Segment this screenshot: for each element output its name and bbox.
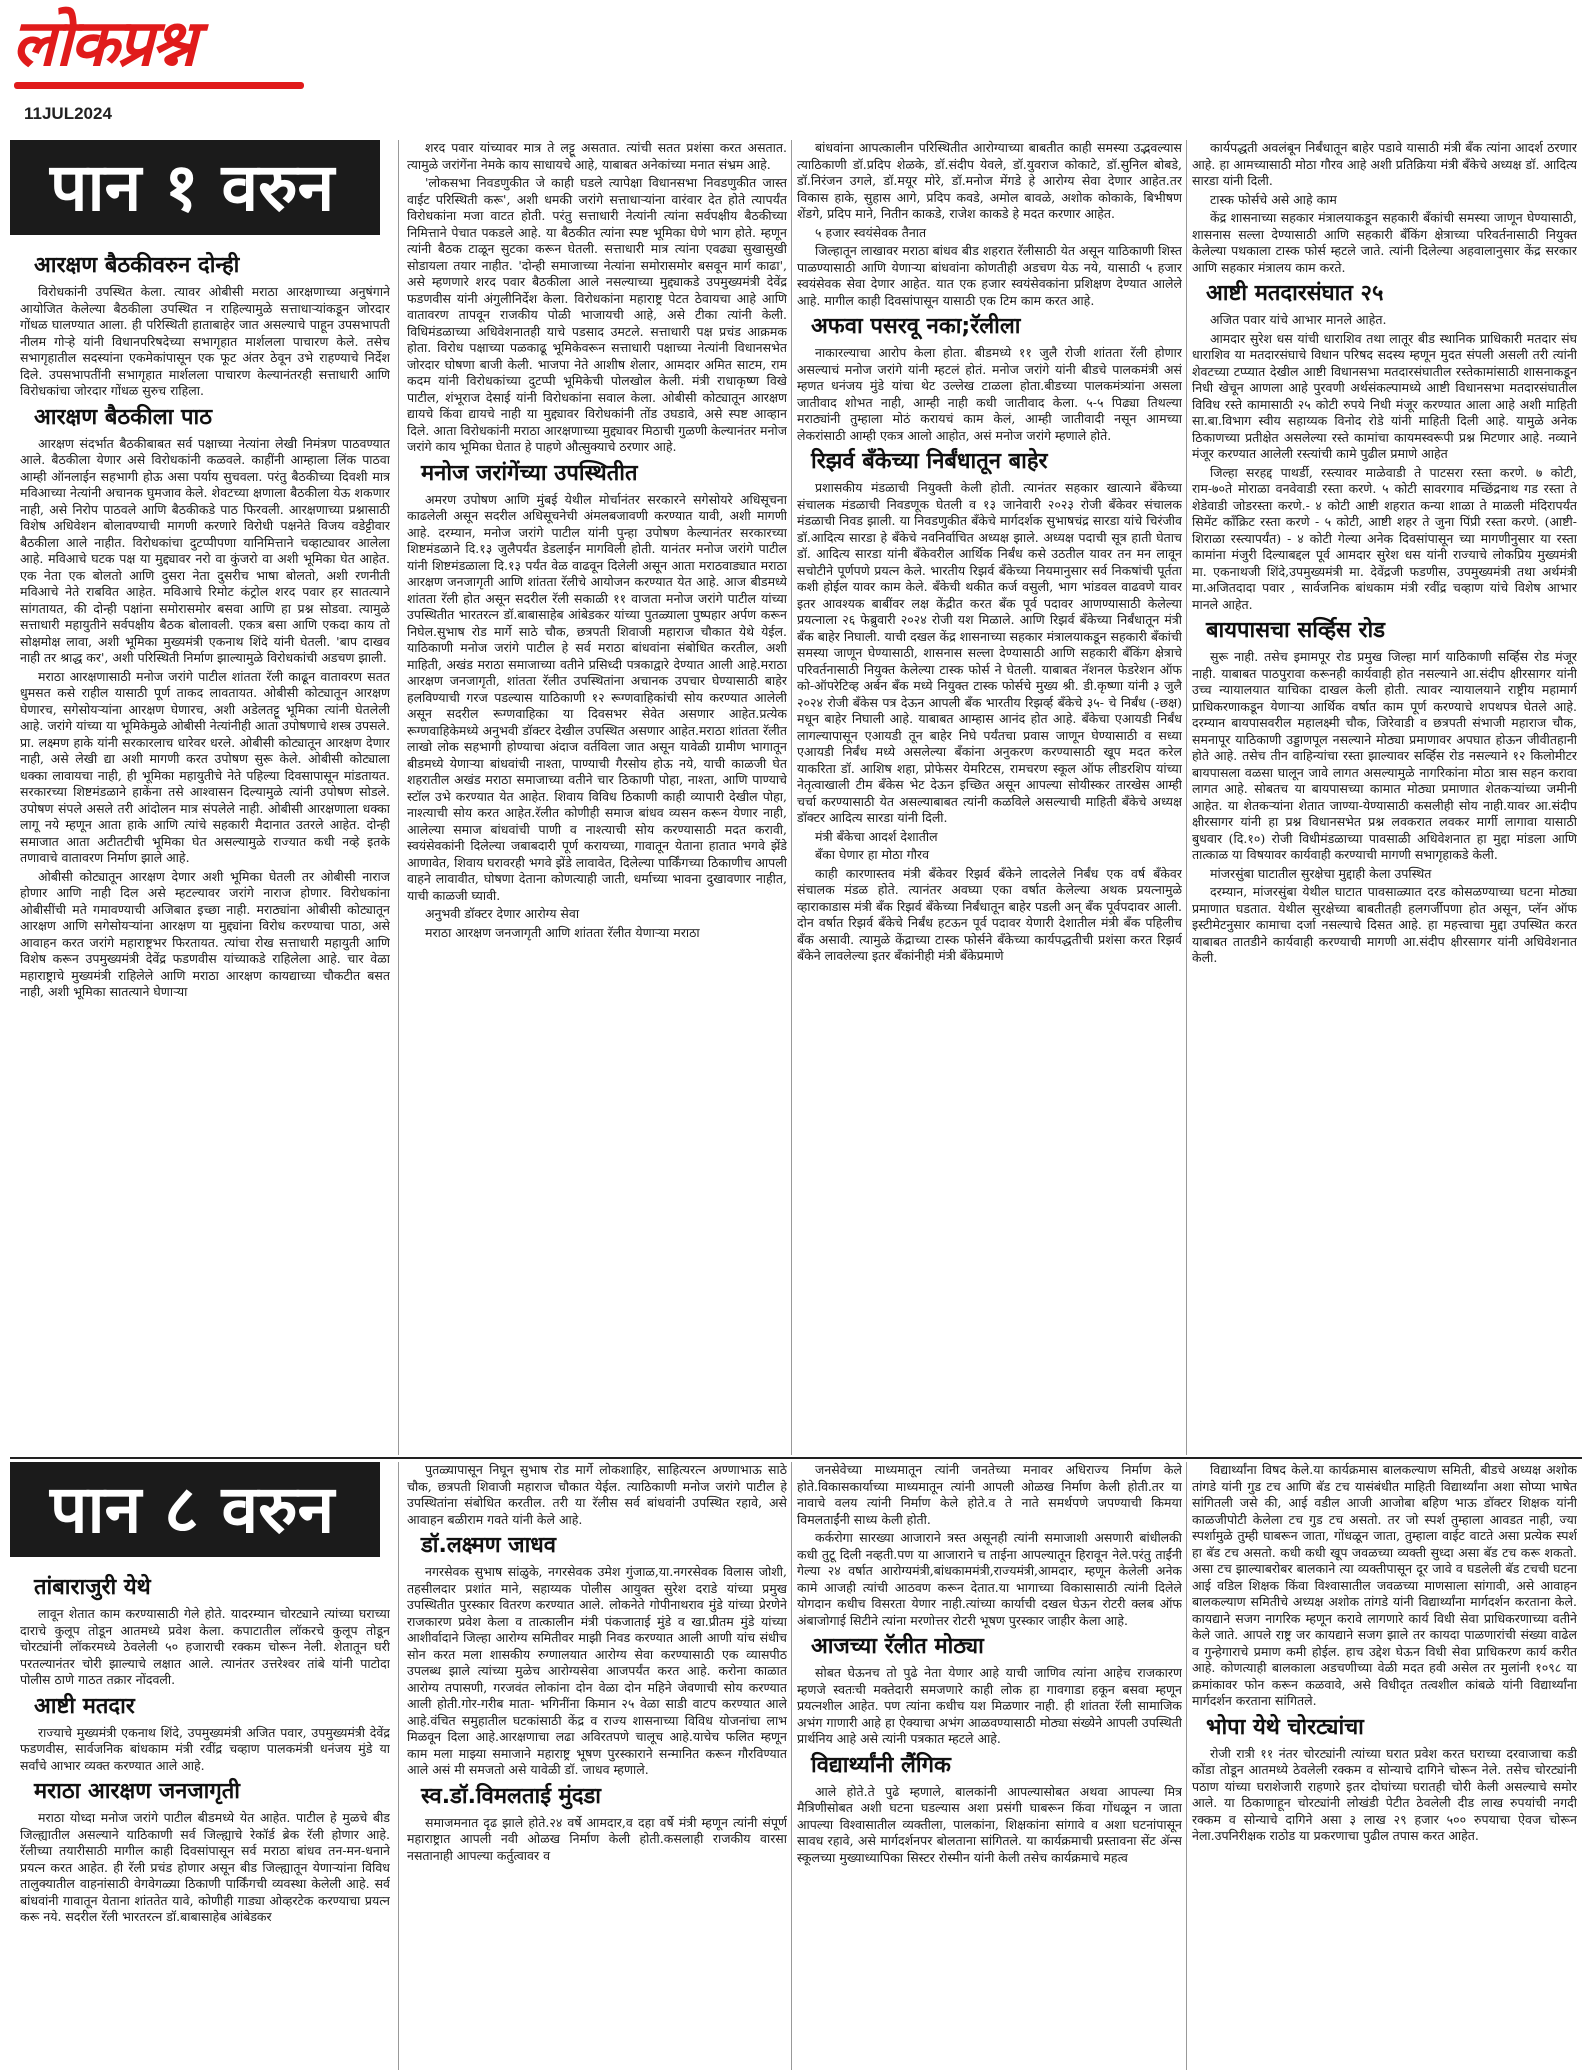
article-heading: तांबाराजुरी येथे [34, 1575, 151, 1600]
article-subhead: बँका घेणार हा मोठा गौरव [815, 847, 930, 862]
article-text: काही कारणास्तव मंत्री बँकेवर रिझर्व बँकेने लादलेले निर्बंध एक वर्ष बँकेवर संचालक मंडळ होते. त्यानंतर अवघ्या एका वर्षात केलेल्या अथक प्रयत्नामुळे व्हाराकाडास मंत्री बँक रिझर्व बँकेच्या निर्बंधातून बाहेर पडली अन् बँक पूर्वपदावर आली. दोन वर्षात रिझर्व बँकेचे निर्बंध हटऊन पूर्व पदावर येणारी देशातील मंत्री बँक पहिलीच बँक असावी. त्यामुळे केंद्राच्या टास्क फोर्सने बँकेच्या कार्यपद्धतीची प्रशंसा करत रिझर्व बँकेने लावलेल्या इतर बँकांनीही मंत्री बँकेप्रमाणे [797, 865, 1182, 963]
article-heading: रिझर्व बँकेच्या निर्बंधातून बाहेर [811, 449, 1048, 474]
article-text: रोजी रात्री ११ नंतर चोरट्यांनी त्यांच्या घरात प्रवेश करत घराच्या दरवाजाचा कडी कोंडा तोडून आतमध्ये ठेवलेली रक्कम व सोन्याचे दागिने चोरून नेले. तसेच चोरट्यांनी पठाण यांच्या घराशेजारी राहणारे इतर दोघांच्या घरातही चोरी केली असल्याचे समोर आले. या ठिकाणाहून चोरट्यांनी लोखंडी पेटीत ठेवलेली दीड लाख रुपयांची नगदी रक्कम व सोन्याचे दागिने असा ३ लाख २९ हजार ५०० रुपयाचा ऐवज चोरून नेला.उपनिरीक्षक राठोड या प्रकरणाचा पुढील तपास करत आहेत. [1192, 1745, 1577, 1843]
column-2 [407, 140, 787, 1455]
column-3 [797, 1462, 1182, 2070]
article-heading: आष्टी मतदार [34, 1693, 135, 1719]
column-4 [1192, 1462, 1577, 2070]
section-page-1-continued [10, 140, 1582, 1455]
article-heading: स्व.डॉ.विमलताई मुंदडा [421, 1783, 601, 1809]
column-divider [398, 140, 399, 1455]
article-text: केंद्र शासनाच्या सहकार मंत्रालयाकडून सहकारी बँकांची समस्या जाणून घेण्यासाठी, शासनास सल्ला देण्यासाठी आणि सहकारी बँकिंग क्षेत्राच्या परिवर्तनासाठी नियुक्त केलेल्या पथकाला टास्क फोर्स म्हटले जाते. त्यांनी दिलेल्या अहवालानुसार केंद्र सरकार आणि सहकार मंत्रालय काम करते. [1192, 210, 1577, 275]
article-subhead: मंत्री बँकेचा आदर्श देशातील [815, 828, 938, 844]
article-text: ओबीसी कोट्यातून आरक्षण देणार अशी भूमिका घेतली तर ओबीसी नाराज होणार आणि नाही दिल असे म्हटल्यावर जरांगे नाराज होणार. विरोधकांना ओबीसींची मते गमावण्याची अजिबात इच्छा नाही. मराठ्यांना ओबीसी कोट्यातून आरक्षण आणि सगेसोयऱ्यांना आरक्षण या मुद्द्यांना विरोध करण्याचा पाठा, असे आवाहन करत जरांगे महाराष्ट्रभर फिरतायत. त्यांचा रोख सत्ताधारी महायुती आणि विशेष करून उपमुख्यमंत्री देवेंद्र फडणवीस यांच्याकडे राहिलेला आहे. चार वेळा महाराष्ट्राचे मुख्यमंत्री राहिलेले आणि मराठा आरक्षण कायद्याच्या चौकटीत बसत नाही, अशी भूमिका सातत्याने घेणाऱ्या [20, 868, 390, 999]
issue-date: 11JUL2024 [24, 104, 112, 123]
article-text: आरक्षण संदर्भात बैठकीबाबत सर्व पक्षाच्या नेत्यांना लेखी निमंत्रण पाठवण्यात आले. बैठकीला येणार असे विरोधकांनी कळवले. काहींनी आम्हाला लिंक पाठवा आम्ही ऑनलाईन सहभागी होऊ असा पर्याय सुचवला. परंतु बैठकीच्या दिवशी मात्र मविआच्या नेत्यांनी अचानक घुमजाव केले. शेवटच्या क्षणाला बैठकीला येऊ शकणार नाही, असे निरोप पाठवले आणि बैठकीकडे पाठ फिरवली. आरक्षणाच्या प्रश्नासाठी विशेष अधिवेशन बोलावण्याची मागणी करणारे विरोधी पक्षनेते विजय वडेट्टीवार बैठकीला आले नाहीत. विरोधकांचा दुटप्पीपणा यानिमित्ताने चव्हाट्यावर आलेला आहे. मविआचे घटक पक्ष या मुद्द्यावर नरो वा कुंजरो वा अशी भूमिका घेत आहेत. एक नेता एक बोलतो आणि दुसरा नेता दुसरीच भाषा बोलतो, अशी रणनीती मविआचे नेते राबवित आहेत. मविआचे रिमोट कंट्रोल शरद पवार हर सातत्याने सांगतायत, की दोन्ही पक्षांना समोरासमोर बसवा आणि हा प्रश्न सोडवा. त्यामुळे सत्ताधारी महायुतीने सर्वपक्षीय बैठक बोलावली. एकत्र बसा आणि एकदा काय तो सोक्षमोक्ष लावा, अशी भूमिका मुख्यमंत्री एकनाथ शिंदे यांनी घेतली. 'बाप दाखव नाही तर श्राद्ध कर', अशी परिस्थिती निर्माण झाल्यामुळे विरोधकांची अडचण झाली. [20, 435, 390, 665]
section-divider [10, 1457, 1582, 1459]
article-heading: मनोज जरांगेंच्या उपस्थितीत [421, 460, 638, 486]
article-heading: आरक्षण बैठकीला पाठ [34, 404, 213, 430]
article-heading: विद्यार्थ्यांनी लैंगिक [811, 1752, 951, 1778]
article-text: शरद पवार यांच्यावर मात्र ते लट्टू असतात. त्यांची सतत प्रशंसा करत असतात. त्यामुळे जरांगेंना नेमके काय साधायचे आहे, याबाबत अनेकांच्या मनात संभ्रम आहे. [407, 140, 787, 172]
article-subhead: टास्क फोर्सचे असे आहे काम [1210, 191, 1337, 207]
article-text: मराठा योध्दा मनोज जरांगे पाटील बीडमध्ये येत आहेत. पाटील हे मुळचे बीड जिल्ह्यातील असल्याने याठिकाणी सर्व जिल्ह्याचे रेकॉर्ड ब्रेक रॅली होणार आहे. रॅलीच्या तयारीसाठी मागील काही दिवसांपासून सर्व मराठा बांधव तन-मन-धनाने प्रयत्न करत आहेत. ही रॅली प्रचंड होणार असून बीड जिल्ह्यातून येणाऱ्यांना विविध तालुक्यातील वाहनांसाठी वेगवेगळ्या ठिकाणी पार्किंगची व्यवस्था केलेली आहे. सर्व बांधवांनी गावातून येताना शांततेत यावे, कोणीही गाड्या ओव्हरटेक करण्याचा प्रयत्न करू नये. सदरील रॅली भारतरत्न डॉ.बाबासाहेब आंबेडकर [20, 1810, 390, 1924]
column-divider [791, 140, 792, 1455]
article-text: सुरू नाही. तसेच इमामपूर रोड प्रमुख जिल्हा मार्ग याठिकाणी सर्व्हिस रोड मंजूर नाही. याबाबत पाठपुरावा करूनही कार्यवाही होत नसल्याने आ.संदीप क्षीरसागर यांनी उच्च न्यायालयात याचिका दाखल केली होती. त्यावर न्यायालयाने राष्ट्रीय महामार्ग प्राधिकरणाकडून येणार्‍या आर्थिक वर्षात काम पूर्ण करण्याचे शपथपत्र घेतले आहे. दरम्यान बायपासवरील महालक्ष्मी चौक, जिरेवाडी व छत्रपती संभाजी महाराज चौक, समनापूर याठिकाणी उड्डाणपूल नसल्याने मोठ्या प्रमाणावर अपघात होऊन जीवीतहानी होते आहे. तसेच तीन वाहिन्यांचा रस्ता झाल्यावर सर्व्हिस रोड नसल्याने १२ किलोमीटर बायपासला वळसा घालून जावे लागत असल्यामुळे नागरिकांना मोठा त्रास सहन करावा लागत आहे. सोबतच या बायपासच्या कामात मोठ्या प्रमाणात शेतकऱ्यांच्या जमीनी आहेत. या शेतकऱ्यांना शेतात जाण्या-येण्यासाठी कसलीही सोय नाही.यावर आ.संदीप क्षीरसागर यांनी हा प्रश्न विधानसभेत प्रश्न लवकरात लवकर मार्गी लागावा यासाठी बुधवार (दि.१०) रोजी विधीमंडळाच्या पावसाळी अधिवेशनात हा मुद्दा मांडला आणि तात्काळ या विषयावर कार्यवाही करण्याची मागणी सभागृहाकडे केली. [1192, 649, 1577, 862]
article-text: जिल्हा सरहद्द पाथर्डी, रस्त्यावर माळेवाडी ते पाटसरा रस्ता करणे. ७ कोटी, राम-७०ते मोराळा वनवेवाडी रस्ता करणे. ५ कोटी सावरगाव मच्छिंद्रनाथ गड रस्ता ते शेडेवाडी जोडरस्ता करणे.- ४ कोटी आष्टी शहरात कन्या शाळा ते माळली मंदिरापर्यंत सिमेंट कॉंक्रिट रस्ता करणे - ५ कोटी, आष्टी शहर ते जुना पिंप्री रस्ता करणे. (आष्टी-शिराळा रस्त्यापर्यंत) - ४ कोटी गेल्या अनेक दिवसांपासून च्या मागणीनुसार या रस्ता कामांना मंजुरी दिल्याबद्दल पूर्व आमदार सुरेश धस यांनी राज्याचे लोकप्रिय मुख्यमंत्री मा. एकनाथजी शिंदे,उपमुख्यमंत्री मा. देवेंद्रजी फडणीस, उपमुख्यमंत्री तथा अर्थमंत्री मा.अजितदादा पवार , सार्वजनिक बांधकाम मंत्री रवींद्र चव्हाण यांचे विशेष आभार मानले आहेत. [1192, 464, 1577, 612]
column-4 [1192, 140, 1577, 1455]
column-divider [1186, 140, 1187, 1455]
article-text: सोबत घेऊनच तो पुढे नेता येणार आहे याची जाणिव त्यांना आहेच राजकारण म्हणजे स्वतःची मक्तेदारी समजणारे काही लोक हा गावगाडा हकून बसवा म्हणून प्रयत्नशील आहेत. पण त्यांना कधीच यश मिळणार नाही. ही शांतता रॅली सामाजिक अभंग गाणारी आहे हा ऐक्याचा अभंग आळवण्यासाठी मोठ्या संख्येने आपली उपस्थिती प्रार्थनिय आहे असे त्यांनी पत्रकात म्हटले आहे. [797, 1665, 1182, 1746]
article-heading: आरक्षण बैठकीवरुन दोन्ही [34, 253, 240, 278]
article-heading: अफवा पसरवू नका;रॅलीला [811, 314, 1021, 339]
article-text: जनसेवेच्या माध्यमातून त्यांनी जनतेच्या मनावर अधिराज्य निर्माण केले होते.विकासकार्याच्या माध्यमातून त्यांनी आपली ओळख निर्माण केली होती.तर या नावाचे वलय त्यांनी निर्माण केले होते.व ते नाते समर्थपणे जपण्याची किमया विमलताईंनी साध्य केली होती. [797, 1462, 1182, 1527]
logo-underline [14, 82, 304, 89]
article-subhead: मांजरसुंबा घाटातील सुरक्षेचा मुद्दाही केला उपस्थित [1210, 865, 1432, 881]
article-text: आमदार सुरेश धस यांची धाराशिव तथा लातूर बीड स्थानिक प्राधिकारी मतदार संघ धाराशिव या मतदारसंघाचे विधान परिषद सदस्य म्हणून मुदत संपली असली तरी त्यांनी शेवटच्या टप्प्यात देखील आष्टी विधानसभा मतदारसंघातील रस्तेकामांसाठी शासनाकडून निधी खेचून आणला आहे पुरवणी अर्थसंकल्पामध्ये आष्टी विधानसभा मतदारसंघातील विविध रस्ते कामासाठी २५ कोटी रुपये निधी मंजूर करण्यात आला आहे अशी माहिती सा.बा.विभाग स्वीय सहाय्यक विनोद रोडे यांनी माहिती दिली आहे. यामुळे अनेक ठिकाणच्या प्रतीक्षेत असलेल्या रस्ते कामांचा कायमस्वरूपी प्रश्न मिटणार आहे. नव्याने मंजूर करण्यात आलेली रस्त्यांची कामे पुढील प्रमाणे आहेत [1192, 330, 1577, 461]
column-1 [20, 1570, 390, 2070]
article-text: मराठा आरक्षणासाठी मनोज जरांगे पाटील शांतता रॅली काढून वातावरण सतत धुमसत कसे राहील यासाठी पूर्ण ताकद लावतायत. ओबीसी कोट्यातून आरक्षण घेणारच, सगेसोयऱ्यांना आरक्षण घेणारच, अशी अडेलतट्टू भूमिका त्यांनी घेतलेली आहे. जरांगे यांच्या या भूमिकेमुळे ओबीसी नेत्यांनीही आता उपोषणाचे शस्त्र उपसले. प्रा. लक्ष्मण हाके यांनी सरकारलाच धारेवर धरले. ओबीसी कोट्यातून आरक्षण देणार नाही, असे लेखी द्या अशी मागणी करत उपोषण सुरू केले. ओबीसी कोट्याला धक्का लावायचा नाही, ही भूमिका महायुतीचे नेते पहिल्या दिवसापासून मांडतायत. सरकारच्या शिष्टमंडळाने हाकेंना तसे आश्वासन दिल्यामुळे त्यांनी उपोषण सोडले. उपोषण संपले असले तरी आंदोलन मात्र संपलेले नाही. ओबीसी आरक्षणाला धक्का लागू नये म्हणून आता हाके आणि त्यांचे सहकारी मैदानात उतरले आहेत. दोन्ही समाजात आता अटीतटीची भूमिका घेत असल्यामुळे राज्यात कधी नव्हे इतके तणावाचे वातावरण निर्माण झाले आहे. [20, 668, 390, 865]
article-text: पुतळ्यापासून निघून सुभाष रोड मार्गे लोकशाहिर, साहित्यरत्न अण्णाभाऊ साठे चौक, छत्रपती शिवाजी महाराज चौकात येईल. त्याठिकाणी मनोज जरांगे पाटील हे उपस्थितांना संबोधित करतील. तरी या रॅलीस सर्व बांधवांनी उपस्थित रहावे, असे आवाहन बळीराम गवते यांनी केले आहे. [407, 1462, 787, 1527]
article-text: दरम्यान, मांजरसुंबा येथील घाटात पावसाळ्यात दरड कोसळण्याच्या घटना मोठ्या प्रमाणात घडतात. येथील सुरक्षेच्या बाबतीतही हलगर्जीपणा होत असून, प्लॅन ऑफ इस्टीमेटनुसार कामाचा दर्जा नसल्याचे दिसत आहे. हा महत्त्वाचा मुद्दा उपस्थित करत याबाबत तातडीने कार्यवाही करण्याची मागणी आ.संदीप क्षीरसागर यांनी अधिवेशनात केली. [1192, 884, 1577, 965]
article-text: समाजमनात दृढ झाले होते.२४ वर्षे आमदार,व दहा वर्षे मंत्री म्हणून त्यांनी संपूर्ण महाराष्ट्रात आपली नवी ओळख निर्माण केली होती.कसलाही राजकीय वारसा नसतानाही आपल्या कर्तुत्वावर व [407, 1814, 787, 1863]
section-page-8-continued [10, 1462, 1582, 2070]
article-text: विरोधकांनी उपस्थित केला. त्यावर ओबीसी मराठा आरक्षणाच्या अनुषंगाने आयोजित केलेल्या बैठकीला उपस्थित न राहिल्यामुळे सत्ताधाऱ्यांकडून जोरदार गोंधळ घालण्यात आला. ही परिस्थिती हाताबाहेर जात असल्याचे पाहून उपसभापती नीलम गोऱ्हे यांनी विधानपरिषदेच्या सभागृहात मार्शलला पाचारण केले. तसेच सभागृहातील सदस्यांना एकमेकांपासून एक फूट अंतर ठेवून उभे राहण्याचे निर्देश दिले. उपसभापतींनी सभागृहात मार्शलला पाचारण केल्यानंतरही सत्ताधारी आणि विरोधकांचा जोरदार गोंधळ सुरुच राहिला. [20, 284, 390, 398]
article-text: लावून शेतात काम करण्यासाठी गेले होते. यादरम्यान चोरट्याने त्यांच्या घराच्या दाराचे कुलूप तोडून आतमध्ये प्रवेश केला. कपाटातील लॉकरचे कुलूप तोडून चोरट्यांनी लॉकरमध्ये ठेवलेली ५० हजाराची रक्कम चोरून नेली. शेतातून घरी परतल्यानंतर चोरी झाल्याचे लक्षात आले. त्यानंतर उत्तरेश्वर तांबे यांनी पाटोदा पोलीस ठाणे गाठत तक्रार नोंदवली. [20, 1606, 390, 1687]
article-text: जिल्हातून लाखावर मराठा बांधव बीड शहरात रॅलीसाठी येत असून याठिकाणी शिस्त पाळण्यासाठी आणि येणाऱ्या बांधवांना कोणतीही अडचण येऊ नये, यासाठी ५ हजार स्वयंसेवक सेवा देणार आहेत. यात एक हजार स्वयंसेवकांना प्रशिक्षण देण्यात आलेले आहे. मागील काही दिवसांपासून यासाठी एक टिम काम करत आहे. [797, 243, 1182, 308]
article-text: कर्करोगा सारख्या आजाराने त्रस्त असूनही त्यांनी समाजाशी असणारी बांधीलकी कधी तुटू दिली नव्हती.पण या आजाराने च ताईना आपल्यातून हिरावून नेले.परंतु ताईंनी गेल्या २४ वर्षात आरोग्यमंत्री,बांधकाममंत्री,राज्यमंत्री,आमदार, म्हणून केलेली अनेक कामे आजही त्यांची आठवण करून देतात.या भागाच्या विकासासाठी त्यांनी दिलेले योगदान कधीच विसरता येणार नाही.त्यांच्या कार्याची दखल घेऊन रोटरी क्लब ऑफ अंबाजोगाई सिटीने त्यांना मरणोत्तर रोटरी भूषण पुरस्कार जाहीर केला आहे. [797, 1530, 1182, 1628]
article-text: प्रशासकीय मंडळाची नियुक्ती केली होती. त्यानंतर सहकार खात्याने बँकेच्या संचालक मंडळाची निवडणूक घेतली व १३ जानेवारी २०२३ रोजी बँकेवर संचालक मंडळाची निवड झाली. या निवडणुकीत बँकेचे मार्गदर्शक सुभाषचंद्र सारडा यांचे चिरंजीव डॉ.आदित्य सारडा हे बँकेचे नवनिर्वाचित अध्यक्ष झाले. अध्यक्ष पदाची सूत्र हाती घेताच डॉ. आदित्य सारडा यांनी बँकेवरील आर्थिक निर्बंध कसे उठतील यावर तन मन लावून सचोटीने पूर्णपणे प्रयत्न केले. भारतीय रिझर्व बँकेच्या नियमानुसार सर्व निकषांची पूर्तता कशी होईल यावर काम केले. बँकेची थकीत कर्ज वसुली, भाग भांडवल वाढवणे यावर इतर आवश्यक बाबींवर लक्ष केंद्रीत करत बँक पूर्व पदावर आणण्यासाठी केलेल्या प्रयत्नाला २६ फेब्रुवारी २०२४ रोजी यश मिळाले. आणि रिझर्व बँकेच्या निर्बंधातून मंत्री बँक बाहेर निघाली. याची दखल केंद्र शासनाच्या सहकार मंत्रालयाकडून सहकारी बँकांची समस्या जाणून घेण्यासाठी, शासनास सल्ला देण्यासाठी आणि सहकारी बँकिंग क्षेत्राचे परिवर्तनासाठी नियुक्त केलेल्या टास्क फोर्स ने घेतली. याबाबत नॅशनल फेडरेशन ऑफ को-ऑपरेटिव्ह अर्बन बँक मध्ये नियुक्त टास्क फोर्सचे मुख्य श्री. डी.कृष्णा यांनी ३ जुलै २०२४ रोजी बँकेस पत्र देऊन आपली बँक भारतीय रिझर्व्ह बँकेचे ३५- चे निर्बंध (-छक्ष) मधून बाहेर निघाली आहे. याबाबत आम्हास आनंद होत आहे. बँकेचा एआयडी निर्बंध लागल्यापासून एआयडी तून बाहेर निघे पर्यंतचा प्रवास जाणून घेण्यासाठी व सध्या एआयडी निर्बंध मध्ये असलेल्या बँकांना अनुकरण करण्यासाठी खूप मदत करेल याकरिता डॉ. आशिष शहा, प्रोफेसर येमरिटस, रामचरण स्कूल ऑफ लीडरशिप यांच्या नेतृत्वाखाली टीम बँकेस भेट देऊन इच्छित असून आपल्या सोयीस्कर तारखेस आम्ही चर्चा करण्यासाठी येत असल्याबाबत त्यांनी कळविले असल्याची माहिती बँकेचे अध्यक्ष डॉक्टर आदित्य सारडा यांनी दिली. [797, 480, 1182, 825]
article-text: 'लोकसभा निवडणुकीत जे काही घडले त्यापेक्षा विधानसभा निवडणुकीत जास्त वाईट परिस्थिती करू', अशी धमकी जरांगे सत्ताधाऱ्यांना वारंवार देत होते त्यापर्यंत विरोधकांना मजा वाटत होती. परंतु सत्ताधारी नेत्यांनी त्यांना सर्वपक्षीय बैठकीच्या निमित्ताने पेचात पकडले आहे. या बैठकीत त्यांना स्पष्ट भूमिका घेणे भाग होते. म्हणून त्यांनी बैठक टाळून सुटका करून घेतली. सत्ताधारी मात्र त्यांना एवढ्या सुखासुखी सोडायला तयार नाहीत. 'दोन्ही समाजाच्या नेत्यांना समोरासमोर बसवून मार्ग काढा', असे म्हणणारे शरद पवार बैठकीला आले नसल्याच्या मुद्द्याकडे उपमुख्यमंत्री देवेंद्र फडणवीस यांनी अंगुलीनिर्देश केला. विरोधकांना महाराष्ट्र पेटत ठेवायचा आहे आणि वातावरण तापवून राजकीय पोळी भाजायची आहे, असे टीका त्यांनी केली. विधिमंडळाच्या अधिवेशनातही याचे पडसाद उमटले. सत्ताधारी पक्ष प्रचंड आक्रमक होता. विरोध पक्षाच्या पळकाढू भूमिकेवरून सत्ताधारी पक्षाच्या नेत्यांनी विधानसभेत जोरदार घोषणा बाजी केली. भाजपा नेते आशीष शेलार, आमदार अमित साटम, राम कदम यांनी विरोधकांच्या दुटप्पी भूमिकेची पोलखोल केली. मंत्री राधाकृष्ण विखे पाटील, शंभूराज देसाई यांनी विरोधकांना सवाल केला. ओबीसी कोट्यातून आरक्षण द्यायचे किंवा द्यायचे नाही या मुद्द्यावर विरोधकांनी तोंड उघडावे, असे स्पष्ट आव्हान दिले. आता विरोधकांनी मराठा आरक्षणाच्या मुद्द्यावर मिठाची गुळणी केल्यानंतर मनोज जरांगे काय भूमिका घेतात हे पाहणे औत्सुक्याचे ठरणार आहे. [407, 175, 787, 454]
newspaper-logo: लोकप्रश्न [12, 6, 195, 81]
article-heading: आष्टी मतदारसंघात २५ [1206, 281, 1384, 306]
article-text: नाकारल्याचा आरोप केला होता. बीडमध्ये ११ जुलै रोजी शांतता रॅली होणार असल्याचं मनोज जरांगे यांनी म्हटलं होतं. मनोज जरांगे यांनी बीडचे पालकमंत्री असं म्हणत धनंजय मुंडे यांचा थेट उल्लेख टाळला होता.बीडच्या पालकमंत्र्यांना असला जातीवाद शोभत नाही, आम्ही नाही कधी जातीवाद केला. ५-५ पिढ्या तिथल्या मराठ्यांनी तुम्हाला मोठं करायचं काम केलं, आम्ही जातीवादी नसून आमच्या लेकरांसाठी आम्ही एकत्र आलो आहोत, असं मनोज जरांगे म्हणाले होते. [797, 345, 1182, 443]
article-text: आले होते.ते पुढे म्हणाले, बालकांनी आपल्यासोबत अथवा आपल्या मित्र मैत्रिणीसोबत अशी घटना घडल्यास अशा प्रसंगी घाबरून किंवा गोंधळून न जाता आपल्या विश्वासातील व्यक्तीला, पालकांना, शिक्षकांना सांगावे व अशा घटनांपासून सावध रहावे, असे मार्गदर्शनपर बोलताना सांगितले. या कार्यक्रमाची प्रस्तावना सेंट ॲन्स स्कूलच्या मुख्याध्यापिका सिस्टर रोस्मीन यांनी केली तसेच कार्यक्रमाचे महत्व [797, 1783, 1182, 1865]
article-subhead: अनुभवी डॉक्टर देणार आरोग्य सेवा [425, 906, 580, 921]
section-banner: पान १ वरुन [10, 140, 380, 235]
article-text: मराठा आरक्षण जनजागृती आणि शांतता रॅलीत येणाऱ्या मराठा [425, 924, 700, 940]
column-3 [797, 140, 1182, 1455]
article-heading: बायपासचा सर्व्हिस रोड [1206, 618, 1386, 643]
column-1 [20, 248, 390, 1453]
column-divider [791, 1462, 792, 2070]
article-subhead: ५ हजार स्वयंसेवक तैनात [815, 224, 927, 240]
article-text: अमरण उपोषण आणि मुंबई येथील मोर्चानंतर सरकारने सगेसोयरे अधिसूचना काढलेली असून सदरील अधिसूचनेची अंमलबजावणी करण्यात यावी, अशी मागणी आहे. दरम्यान, मनोज जरांगे पाटील यांनी पुन्हा उपोषण केल्यानंतर सरकारच्या शिष्टमंडळाने दि.१३ जुलैपर्यंत डेडलाईन मागविली होती. यानंतर मनोज जरांगे पाटील यांनी शिष्टमंडळाला दि.१३ पर्यंत वेळ वाढवून दिलेली असून आता मराठवाड्यात मराठा आरक्षण जनजागृती आणि शांतता रॅलीचे आयोजन करण्यात येत आहे. आज बीडमध्ये शांतता रॅली होत असून सदरील रॅली सकाळी ११ वाजता मनोज जरांगे पाटील यांच्या उपस्थितीत भारतरत्न डॉ.बाबासाहेब आंबेडकर यांच्या पुतळ्याला पुष्पहार अर्पण करून निघेल.सुभाष रोड मार्गे साठे चौक, छत्रपती शिवाजी महाराज चौकात येथे येईल. याठिकाणी मनोज जरांगे पाटील हे सर्व मराठा बांधवांना संबोधित करतील, अशी माहिती, अखंड मराठा समाजाच्या वतीने प्रसिध्दी पत्रकाद्वारे देण्यात आली आहे.मराठा आरक्षण जनजागृती, शांतता रॅलीत उपस्थितांना अचानक उपचार घेण्यासाठी बाहेर हलविण्याची गरज पडल्यास याठिकाणी १२ रूग्णवाहिकांची सोय करण्यात आलेली असून सदरील रूग्णवाहिका या दिवसभर सेवेत असणार आहेत.प्रत्येक रूग्णवाहिकेमध्ये अनुभवी डॉक्टर देखील उपस्थित असणार आहेत.मराठा शांतता रॅलीत लाखो लोक सहभागी होण्याचा अंदाज वर्तविला जात असून यावेळी ग्रामीण भागातून बीडमध्ये येणाऱ्या बांधवांची नाश्ता, पाण्याची गैरसोय होऊ नये, याची काळजी घेत शहरातील अखंड मराठा समाजाच्या वतीने चार ठिकाणी पोहा, नाश्ता, आणि पाण्याचे स्टॉल उभे करण्यात येत आहेत. शिवाय विविध ठिकाणी काही व्यापारी देखील पोहा, नाश्त्याची सोय करत आहेत.रॅलीत कोणीही समाज बांधव व्यसन करून येणार नाही, आलेल्या समाज बांधवांची पाणी व नाश्त्याची सोय करण्यासाठी मदत करावी, स्वयंसेवकांनी दिलेल्या जबाबदारी पूर्ण करायच्या, गावातून येताना हातात भगवे झेंडे आणावेत, शिवाय घरावरही भगवे झेंडे लावावेत, दिलेल्या पार्किंगच्या ठिकाणीच आपली वाहने लावावीत, घोषणा देताना कोणत्याही जाती, धर्माच्या भावना दुखावणार नाहीत, याची काळजी घ्यावी. [407, 491, 787, 903]
article-text: बांधवांना आपत्कालीन परिस्थितीत आरोग्याच्या बाबतीत काही समस्या उद्भवल्यास त्याठिकाणी डॉ.प्रदिप शेळके, डॉ.संदीप येवले, डॉ.युवराज कोकाटे, डॉ.सुनिल बोबडे, डॉ.निरंजन उगले, डॉ.मयूर मोरे, डॉ.मनोज मेंगडे हे आरोग्य सेवा देणार आहेत.तर विकास हाके, सुहास आगे, प्रदिप कवडे, अमोल बावळे, अशोक कोकाके, बिभीषण शेंडगे, प्रदिप माने, नितीन काकडे, राजेश काकडे हे मदत करणार आहेत. [797, 140, 1182, 221]
masthead [12, 4, 312, 134]
article-heading: आजच्या रॅलीत मोठ्या [811, 1634, 984, 1659]
article-heading: भोपा येथे चोरट्यांचा [1206, 1714, 1364, 1740]
column-divider [398, 1462, 399, 2070]
article-text: अजित पवार यांचे आभार मानले आहेत. [1210, 312, 1387, 327]
article-text: कार्यपद्धती अवलंबून निर्बंधातून बाहेर पडावे यासाठी मंत्री बँक त्यांना आदर्श ठरणार आहे. हा आमच्यासाठी मोठा गौरव आहे अशी प्रतिक्रिया मंत्री बँकेचे अध्यक्ष डॉ. आदित्य सारडा यांनी दिली. [1192, 140, 1577, 188]
article-heading: मराठा आरक्षण जनजागृती [34, 1779, 240, 1804]
column-2 [407, 1462, 787, 2070]
column-divider [1186, 1462, 1187, 2070]
article-heading: डॉ.लक्ष्मण जाधव [421, 1533, 557, 1558]
section-banner: पान ८ वरुन [10, 1462, 380, 1557]
article-text: राज्याचे मुख्यमंत्री एकनाथ शिंदे, उपमुख्यमंत्री अजित पवार, उपमुख्यमंत्री देवेंद्र फडणवीस, सार्वजनिक बांधकाम मंत्री रवींद्र चव्हाण पालकमंत्री धनंजय मुंडे या सर्वांचे आभार व्यक्त करण्यात आले आहे. [20, 1724, 390, 1773]
article-text: नगरसेवक सुभाष सांळुके, नगरसेवक उमेश गुंजाळ,या.नगरसेवक विलास जोशी, तहसीलदार प्रशांत माने, सहाय्यक पोलीस आयुक्त सुरेश दराडे यांच्या प्रमुख उपस्थितीत पुरस्कार वितरण करण्यात आले. लोकनेते गोपीनाथराव मुंडे यांच्या प्रेरणेने राजकारण प्रवेश केला व तात्कालीन मंत्री पंकजाताई मुंडे व खा.प्रीतम मुंडे यांच्या आशीर्वादाने जिल्हा आरोग्य समितीवर माझी निवड करण्यात आली आणी यांच संधीच सोन करत मला शासकीय रुग्णालयात आरोग्य सेवा करण्यासाठी एक व्यासपीठ उपलब्ध झाले त्यांच्या मुळेच आरोग्यसेवा आजपर्यंत करत आहे. करोना काळात आरोग्य तपासणी, गरजवंत लोकांना दोन वेळा दोन महिने जेवणाची सोय करण्यात आली होती.गोर-गरीब माता- भगिनींना किमान २५ वेळा साडी वाटप करण्यात आले आहे.वंचित समुहातील घटकांसाठी केंद्र व राज्य शासनाच्या विविध योजनांचा लाभ मिळवून दिला आहे.आरक्षणाचा लढा अविरतपणे चालूच आहे.याचेच फलित म्हणून काम मला माझ्या समाजाने महाराष्ट्र भूषण पुरस्काराने सन्मानित करून गौरविण्यात आले असं मी समजतो असे यावेळी डॉ. जाधव म्हणाले. [407, 1564, 787, 1777]
article-text: विद्यार्थ्यांना विषद केले.या कार्यक्रमास बालकल्याण समिती, बीडचे अध्यक्ष अशोक तांगडे यांनी गुड टच आणि बॅड टच यासंबंधीत माहिती विद्यार्थ्यांना अशा सोप्या भाषेत सांगितली जसे की, आई वडील आजी आजोबा बहिण भाऊ डॉक्टर शिक्षक यांनी काळजीपोटी केलेला टच गुड टच असतो. तर जो स्पर्श तुम्हाला आवडत नाही, ज्या स्पर्शामुळे तुम्ही घाबरून जाता, गोंधळून जाता, तुम्हाला वाईट वाटते असा प्रत्येक स्पर्श हा बॅड टच असतो. कधी कधी खूप जवळच्या व्यक्ती सुध्दा असा बॅड टच करू शकतो. असा टच झाल्याबरोबर बालकाने त्या व्यक्तीपासून दूर जावे व घडलेली बॅड टचची घटना आई वडिल शिक्षक किंवा विश्वासातील जवळच्या माणसाला सांगावी, असे आवाहन बालकल्याण समितीचे अध्यक्ष अशोक तांगडे यांनी विद्यार्थ्यांना मार्गदर्शन करताना केले. कायद्याने सजग नागरिक म्हणून करावे लागणारे कार्य विधी सेवा प्राधिकरणाच्या वतीने केले जाते. आपले राष्ट्र जर कायद्याने सजग झाले तर कायदा पाळणारांची संख्या वाढेल व गुन्हेगाराचे प्रमाण कमी होईल. हाच उद्देश घेऊन विधी सेवा प्राधिकरण कार्य करीत आहे. कोणत्याही बालकाला अडचणीच्या वेळी मदत हवी असेल तर मुलांनी १०९८ या क्रमांकावर फोन करून कळवावे, असे विधीदृत तत्वशील कांबळे यांनी विद्यार्थ्यांना मार्गदर्शन करताना सांगितले. [1192, 1462, 1577, 1708]
